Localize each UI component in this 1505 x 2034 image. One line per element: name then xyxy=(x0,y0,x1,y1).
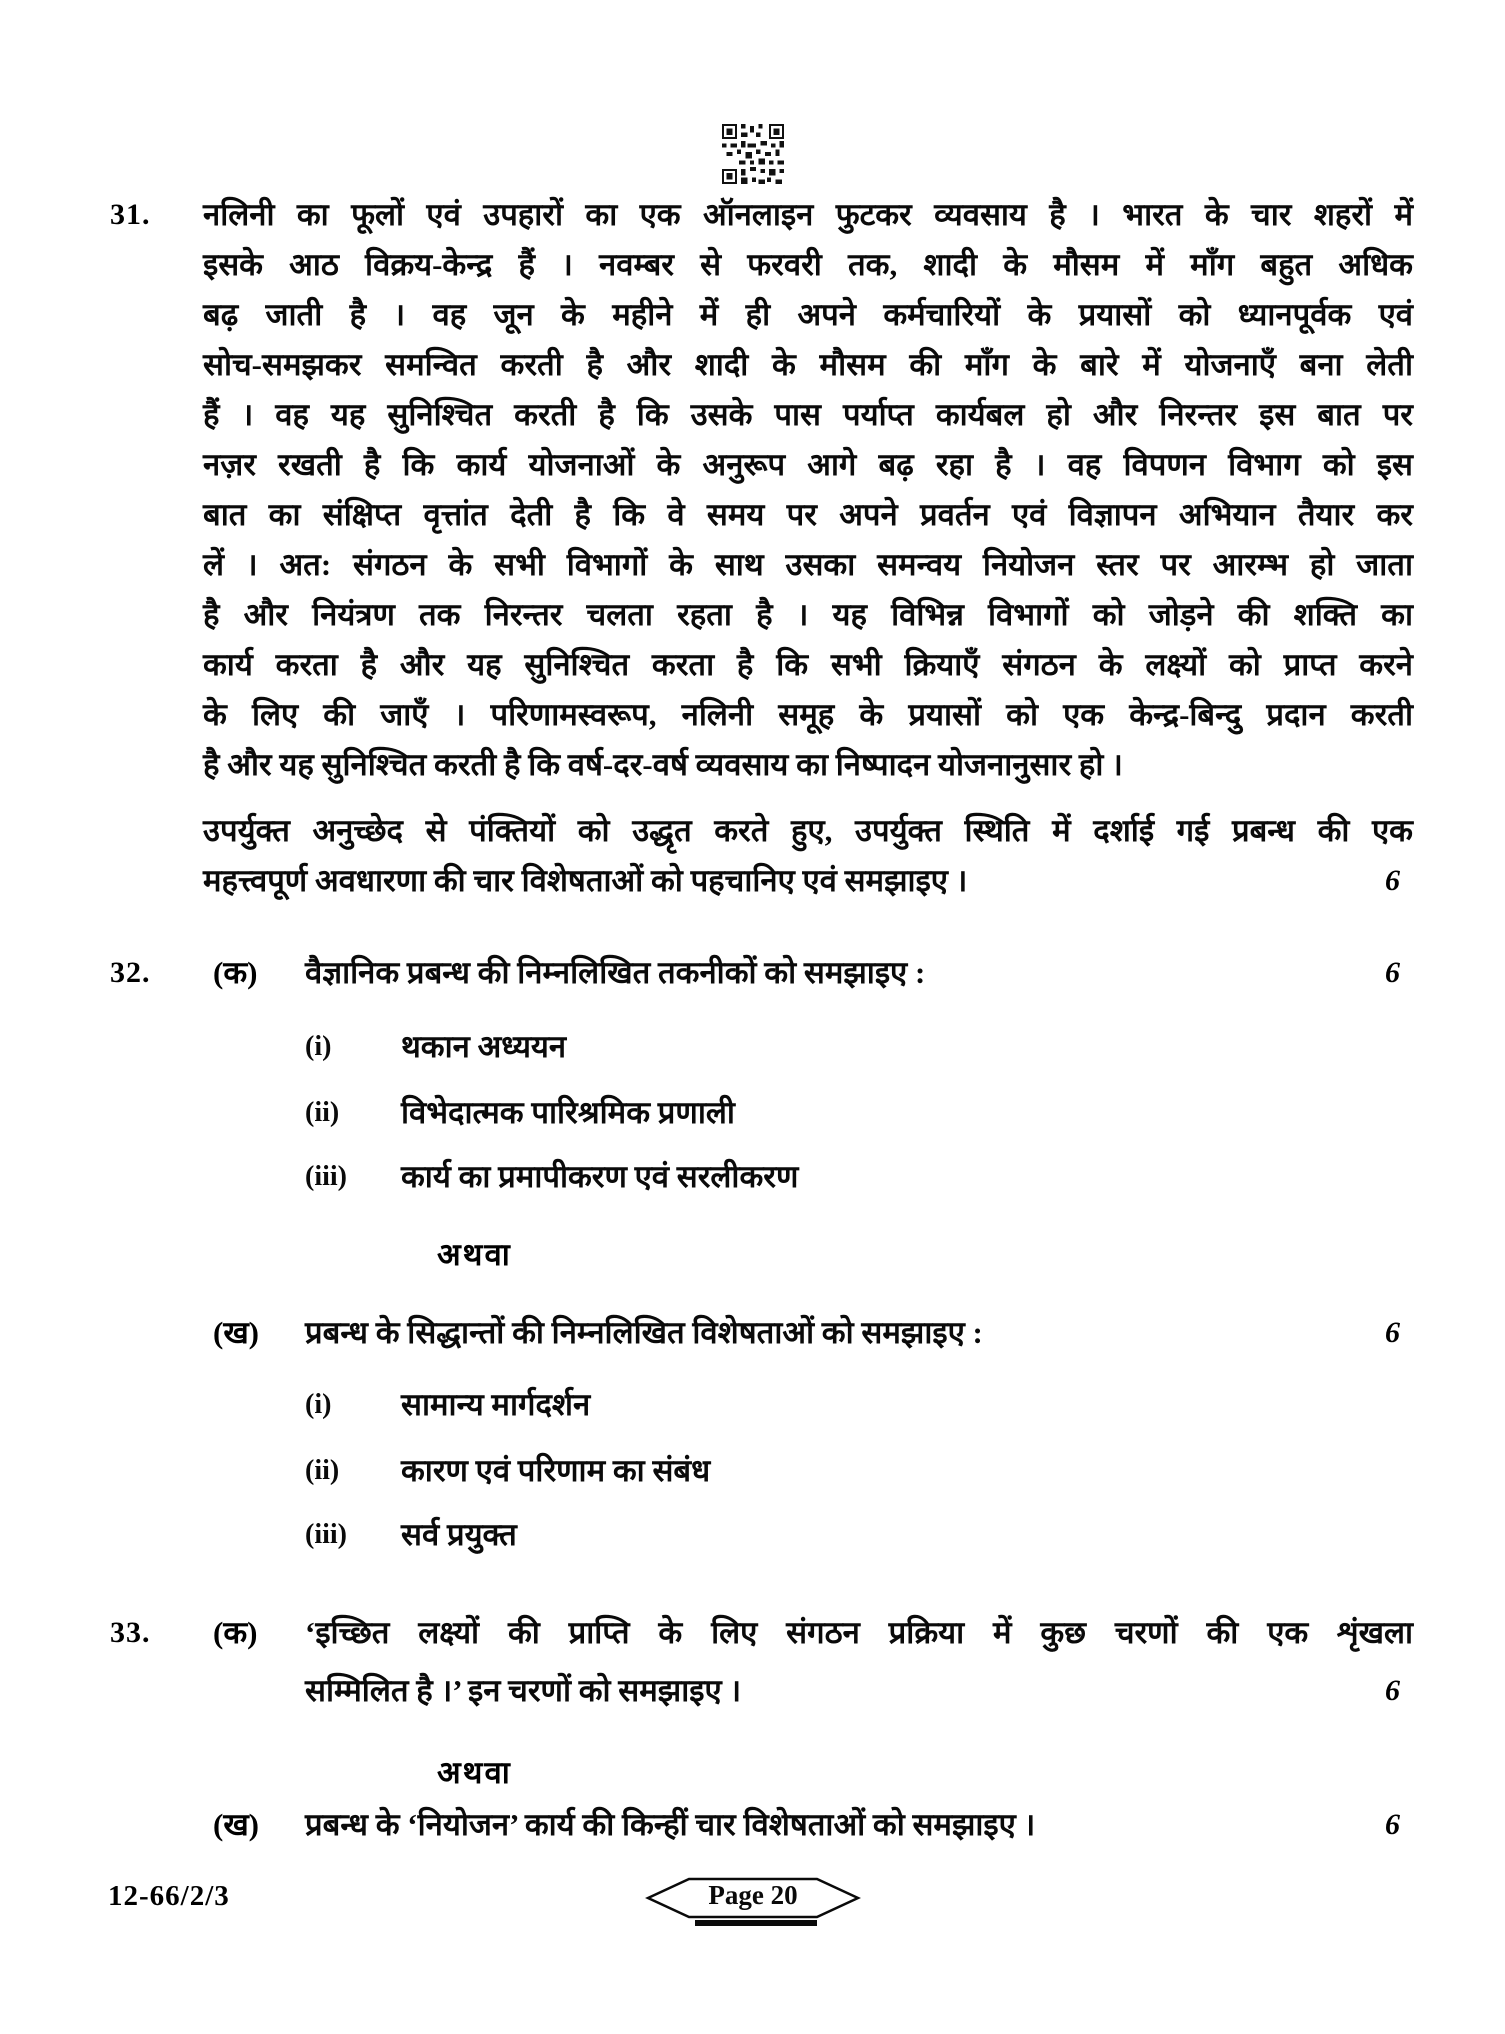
q31-marks: 6 xyxy=(1385,864,1400,897)
item-number: (i) xyxy=(305,1389,332,1420)
question-number: 32. xyxy=(110,956,151,989)
q32-part-b-item xyxy=(305,1380,1355,1430)
q32-or-separator: अथवा xyxy=(437,1237,512,1272)
q31-para-line: हैं । वह यह सुनिश्चित करती है कि उसके पास पर्याप्त कार्यबल हो और निरन्तर इस बात पर xyxy=(203,397,1413,432)
q31-para-line: इसके आठ विक्रय-केन्द्र हैं । नवम्बर से फरवरी तक, शादी के मौसम में माँग बहुत अधिक xyxy=(203,247,1413,282)
q31-para-line: है और नियंत्रण तक निरन्तर चलता रहता है । यह विभिन्न विभागों को जोड़ने की शक्ति का xyxy=(203,597,1413,632)
q31-prompt-line: उपर्युक्त अनुच्छेद से पंक्तियों को उद्धृत करते हुए, उपर्युक्त स्थिति में दर्शाई गई प्रबन्ध की एक xyxy=(203,813,1413,848)
q32-part-b-marks: 6 xyxy=(1385,1316,1400,1349)
q31-para-line: नलिनी का फूलों एवं उपहारों का एक ऑनलाइन फुटकर व्यवसाय है । भारत के चार शहरों में xyxy=(203,197,1413,232)
q33-part-b-text: प्रबन्ध के ‘नियोजन’ कार्य की किन्हीं चार विशेषताओं को समझाइए । xyxy=(305,1807,1036,1842)
q32-part-a-item xyxy=(305,1022,1355,1072)
q32-part-a-heading: वैज्ञानिक प्रबन्ध की निम्नलिखित तकनीकों को समझाइए : xyxy=(305,955,926,990)
item-text: थकान अध्ययन xyxy=(401,1029,567,1064)
q33-part-a-label: (क) xyxy=(213,1615,258,1650)
item-number: (ii) xyxy=(305,1455,340,1486)
qr-code-graphic xyxy=(722,124,784,184)
q33-part-a-line: ‘इच्छित लक्ष्यों की प्राप्ति के लिए संगठन प्रक्रिया में कुछ चरणों की एक शृंखला xyxy=(305,1615,1413,1650)
q31-para-line: के लिए की जाएँ । परिणामस्वरूप, नलिनी समूह के प्रयासों को एक केन्द्र-बिन्दु प्रदान करती xyxy=(203,697,1413,732)
q32-part-b-heading: प्रबन्ध के सिद्धान्तों की निम्नलिखित विशेषताओं को समझाइए : xyxy=(305,1315,983,1350)
q33-part-a-marks: 6 xyxy=(1385,1674,1400,1707)
q31-para-line: नज़र रखती है कि कार्य योजनाओं के अनुरूप आगे बढ़ रहा है । वह विपणन विभाग को इस xyxy=(203,447,1413,482)
item-text: सर्व प्रयुक्त xyxy=(401,1517,517,1552)
q32-part-b-label: (ख) xyxy=(213,1315,260,1350)
q33-part-a-line: सम्मिलित है ।’ इन चरणों को समझाइए । xyxy=(305,1673,742,1708)
q31-para-line: कार्य करता है और यह सुनिश्चित करता है कि सभी क्रियाएँ संगठन के लक्ष्यों को प्राप्त करने xyxy=(203,647,1413,682)
item-text: कार्य का प्रमापीकरण एवं सरलीकरण xyxy=(401,1159,799,1194)
q31-para-line: बात का संक्षिप्त वृत्तांत देती है कि वे समय पर अपने प्रवर्तन एवं विज्ञापन अभियान तैयार कर xyxy=(203,497,1413,532)
item-text: विभेदात्मक पारिश्रमिक प्रणाली xyxy=(401,1095,735,1130)
item-text: सामान्य मार्गदर्शन xyxy=(401,1387,591,1422)
q32-part-a-label: (क) xyxy=(213,955,258,990)
q31-para-line: है और यह सुनिश्चित करती है कि वर्ष-दर-वर्ष व्यवसाय का निष्पादन योजनानुसार हो । xyxy=(203,747,1123,782)
item-number: (ii) xyxy=(305,1097,340,1128)
q32-part-a-item xyxy=(305,1088,1355,1138)
q33-part-b-label: (ख) xyxy=(213,1807,260,1842)
q33-part-b-marks: 6 xyxy=(1385,1808,1400,1841)
page-number-badge xyxy=(645,1876,861,1930)
q31-para-line: सोच-समझकर समन्वित करती है और शादी के मौसम की माँग के बारे में योजनाएँ बना लेती xyxy=(203,347,1413,382)
qr-code-icon xyxy=(722,124,784,189)
q31-para-line: बढ़ जाती है । वह जून के महीने में ही अपने कर्मचारियों के प्रयासों को ध्यानपूर्वक एवं xyxy=(203,297,1413,332)
page-number-label: Page 20 xyxy=(708,1880,798,1910)
q32-part-a-item xyxy=(305,1152,1355,1202)
item-number: (i) xyxy=(305,1031,332,1062)
item-text: कारण एवं परिणाम का संबंध xyxy=(401,1453,711,1488)
q32-part-b-item xyxy=(305,1446,1355,1496)
q33-or-separator: अथवा xyxy=(437,1755,512,1790)
item-number: (iii) xyxy=(305,1519,347,1550)
item-number: (iii) xyxy=(305,1161,347,1192)
question-number: 33. xyxy=(110,1616,151,1649)
q31-prompt-line: महत्त्वपूर्ण अवधारणा की चार विशेषताओं को पहचानिए एवं समझाइए । xyxy=(203,863,968,898)
q32-part-a-marks: 6 xyxy=(1385,956,1400,989)
question-number: 31. xyxy=(110,198,151,231)
paper-code: 12-66/2/3 xyxy=(108,1880,230,1912)
q32-part-b-item xyxy=(305,1510,1355,1560)
q31-para-line: लें । अत: संगठन के सभी विभागों के साथ उसका समन्वय नियोजन स्तर पर आरम्भ हो जाता xyxy=(203,547,1413,582)
